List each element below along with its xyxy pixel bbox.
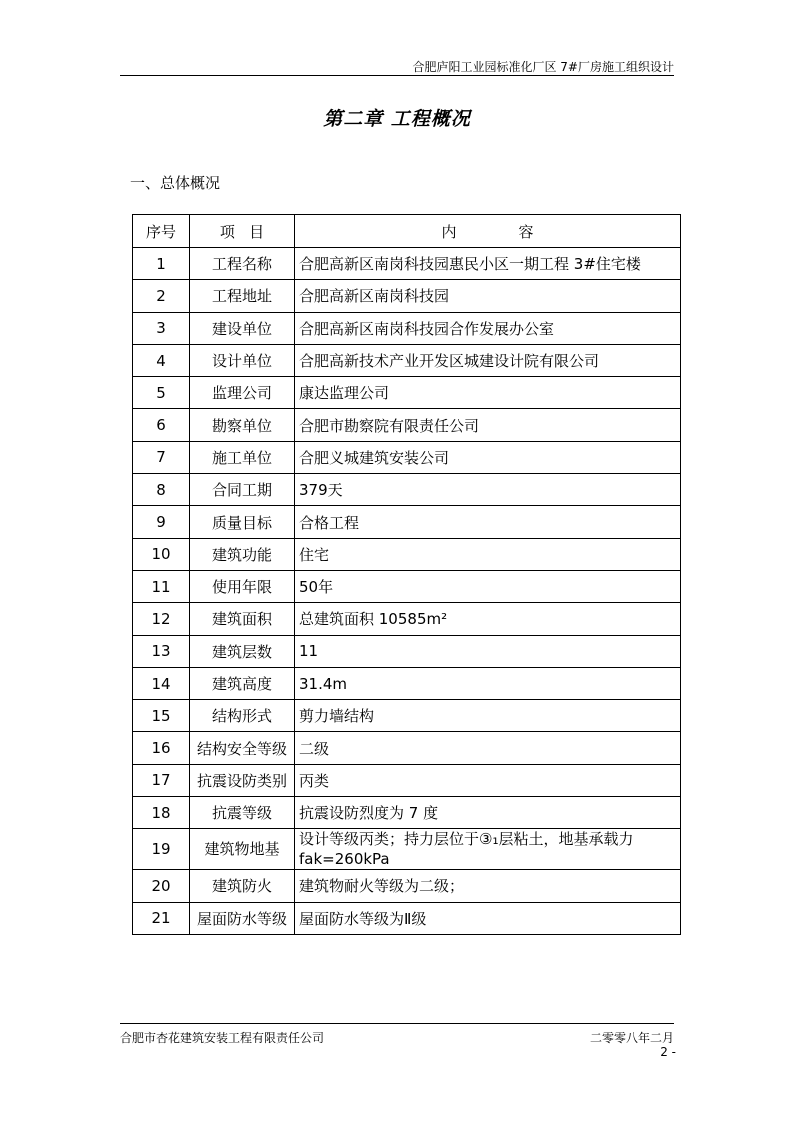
row-no: 6	[133, 409, 190, 441]
header-content: 内 容	[295, 215, 681, 248]
row-content: 合肥义城建筑安装公司	[295, 441, 681, 473]
row-item: 建筑功能	[190, 538, 295, 570]
row-content: 屋面防水等级为Ⅱ级	[295, 902, 681, 934]
row-no: 12	[133, 603, 190, 635]
table-row	[133, 344, 681, 376]
row-content: 总建筑面积 10585m²	[295, 603, 681, 635]
row-content: 二级	[295, 732, 681, 764]
row-no: 16	[133, 732, 190, 764]
row-item: 工程地址	[190, 280, 295, 312]
table-row	[133, 506, 681, 538]
row-item: 建筑防火	[190, 870, 295, 902]
row-content: 50年	[295, 570, 681, 602]
row-item: 质量目标	[190, 506, 295, 538]
table-row	[133, 870, 681, 902]
row-no: 15	[133, 700, 190, 732]
table-body	[133, 248, 681, 935]
row-item: 合同工期	[190, 474, 295, 506]
table-row	[133, 732, 681, 764]
table-row	[133, 280, 681, 312]
header-no: 序号	[133, 215, 190, 248]
row-content: 抗震设防烈度为 7 度	[295, 797, 681, 829]
row-item: 使用年限	[190, 570, 295, 602]
footer-date: 二零零八年二月	[589, 1031, 674, 1045]
table-row	[133, 538, 681, 570]
table-row	[133, 570, 681, 602]
row-no: 5	[133, 377, 190, 409]
table-row	[133, 829, 681, 870]
row-content: 合肥高新区南岗科技园合作发展办公室	[295, 312, 681, 344]
row-no: 3	[133, 312, 190, 344]
row-no: 9	[133, 506, 190, 538]
row-no: 2	[133, 280, 190, 312]
row-item: 监理公司	[190, 377, 295, 409]
row-item: 建设单位	[190, 312, 295, 344]
project-overview-table	[132, 214, 681, 935]
section-heading: 一、总体概况	[130, 174, 221, 192]
page-header-title: 合肥庐阳工业园标准化厂区 7#厂房施工组织设计	[412, 60, 674, 74]
table-row	[133, 377, 681, 409]
table-row	[133, 764, 681, 796]
row-content: 合肥高新区南岗科技园惠民小区一期工程 3#住宅楼	[295, 248, 681, 280]
row-content: 丙类	[295, 764, 681, 796]
table-row	[133, 797, 681, 829]
row-item: 屋面防水等级	[190, 902, 295, 934]
row-no: 20	[133, 870, 190, 902]
table-row	[133, 441, 681, 473]
row-item: 结构安全等级	[190, 732, 295, 764]
row-item: 抗震设防类别	[190, 764, 295, 796]
table-row	[133, 902, 681, 934]
row-item: 勘察单位	[190, 409, 295, 441]
row-item: 设计单位	[190, 344, 295, 376]
header-item: 项 目	[190, 215, 295, 248]
row-no: 4	[133, 344, 190, 376]
row-no: 18	[133, 797, 190, 829]
row-item: 结构形式	[190, 700, 295, 732]
row-item: 建筑高度	[190, 667, 295, 699]
row-no: 11	[133, 570, 190, 602]
table-row	[133, 700, 681, 732]
row-item: 建筑面积	[190, 603, 295, 635]
table-row	[133, 667, 681, 699]
chapter-title: 第二章 工程概况	[323, 108, 471, 130]
table-row	[133, 409, 681, 441]
table-header-row	[133, 215, 681, 248]
header-divider	[120, 75, 674, 76]
row-no: 13	[133, 635, 190, 667]
footer-company: 合肥市杏花建筑安装工程有限责任公司	[120, 1031, 325, 1045]
row-content: 11	[295, 635, 681, 667]
row-item: 建筑物地基	[190, 829, 295, 870]
row-item: 建筑层数	[190, 635, 295, 667]
row-item: 抗震等级	[190, 797, 295, 829]
row-content: 设计等级丙类；持力层位于③₁层粘土，地基承载力fak=260kPa	[295, 829, 681, 870]
row-no: 7	[133, 441, 190, 473]
row-content: 31.4m	[295, 667, 681, 699]
table-row	[133, 603, 681, 635]
row-no: 14	[133, 667, 190, 699]
table-row	[133, 474, 681, 506]
row-content: 合肥高新技术产业开发区城建设计院有限公司	[295, 344, 681, 376]
table-row	[133, 635, 681, 667]
row-no: 1	[133, 248, 190, 280]
row-item: 工程名称	[190, 248, 295, 280]
page-number: 2 -	[660, 1045, 676, 1059]
row-no: 10	[133, 538, 190, 570]
row-item: 施工单位	[190, 441, 295, 473]
row-content: 剪力墙结构	[295, 700, 681, 732]
row-content: 合格工程	[295, 506, 681, 538]
row-no: 19	[133, 829, 190, 870]
row-content: 建筑物耐火等级为二级；	[295, 870, 681, 902]
row-content: 379天	[295, 474, 681, 506]
row-no: 8	[133, 474, 190, 506]
row-no: 21	[133, 902, 190, 934]
row-content: 合肥市勘察院有限责任公司	[295, 409, 681, 441]
row-no: 17	[133, 764, 190, 796]
row-content: 康达监理公司	[295, 377, 681, 409]
row-content: 住宅	[295, 538, 681, 570]
table-row	[133, 312, 681, 344]
row-content: 合肥高新区南岗科技园	[295, 280, 681, 312]
footer-divider	[120, 1023, 674, 1024]
table-row	[133, 248, 681, 280]
